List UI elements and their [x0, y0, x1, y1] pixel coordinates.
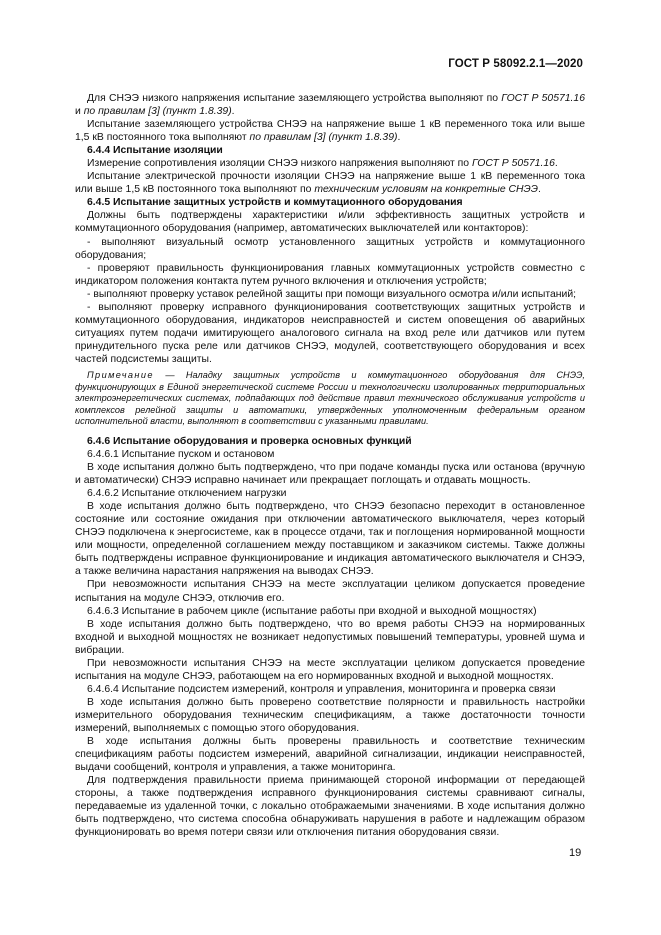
- paragraph: [75, 262, 585, 288]
- paragraph: [75, 92, 585, 118]
- section-heading: [75, 144, 585, 157]
- text-run: В ходе испытания должно быть подтверждено, что СНЭЭ безопасно переходит в остановленное состояние или состояние ожидания при отключении автоматического выключателя, через который СНЭЭ подключена к энергосистеме, как в процессе отдачи, так и поглощения нормированной мощности или мощности, определенной соглашением между поставщиком и заказчиком системы. Также должны быть подтверждены исправное функционирование и индикация автоматического выключателя и СНЭЭ, а также величина нарастания напряжения на выводах СНЭЭ.: [75, 501, 585, 578]
- text-run: В ходе испытания должно быть проверено соответствие полярности и правильность настройки измерительного оборудования техническим спецификациям, а также достаточности точности измерений, выполняемых с помощью этого оборудования.: [75, 696, 585, 734]
- paragraph: [75, 657, 585, 683]
- paragraph: [75, 578, 585, 604]
- text-run: Измерение сопротивления изоляции СНЭЭ низкого напряжения выполняют по: [87, 158, 472, 170]
- page-body: [75, 92, 585, 839]
- paragraph: [75, 209, 585, 235]
- text-run: - выполняют проверку уставок релейной защиты при помощи визуального осмотра и/или испытаний;: [87, 288, 577, 300]
- text-run: 6.4.4 Испытание изоляции: [87, 145, 223, 157]
- paragraph: [75, 487, 585, 500]
- page-number: 19: [569, 847, 582, 859]
- paragraph: [75, 236, 585, 262]
- document-header: ГОСТ Р 58092.2.1—2020: [448, 58, 583, 70]
- text-run: .: [231, 106, 235, 118]
- paragraph: [75, 461, 585, 487]
- paragraph: [75, 683, 585, 696]
- text-run: Испытание электрической прочности изоляции СНЭЭ на напряжение выше 1 кВ переменного тока или выше 1,5 кВ постоянного тока выполняют по: [75, 171, 585, 196]
- text-run: .: [554, 158, 558, 170]
- text-run: техническим условиям на конкретные СНЭЭ: [314, 184, 538, 196]
- paragraph: [75, 696, 585, 735]
- text-run: - выполняют проверку исправного функционирования соответствующих защитных устройств и коммутационного оборудования, индикаторов неисправностей и систем оповещения об аварийных ситуациях путем подачи имитирующего аналогового сигнала на вход реле или датчиков или путем принудительного пуска реле или датчиков СНЭЭ, модулей, соответствующего оборудования и всех частей подсистемы защиты.: [75, 301, 585, 365]
- text-run: В ходе испытания должно быть подтверждено, что во время работы СНЭЭ на нормированных входной и выходной мощностях не возникает недопустимых повышений температуры, уровней шума и вибрации.: [75, 618, 585, 656]
- note-paragraph: [75, 370, 585, 428]
- paragraph: [75, 618, 585, 657]
- text-run: ГОСТ Р 50571.16: [471, 158, 555, 170]
- text-run: В ходе испытания должно быть подтверждено, что при подаче команды пуска или останова (вручную и автоматически) СНЭЭ исправно начинает или прекращает поглощать и отдавать мощность.: [75, 462, 585, 487]
- paragraph: [75, 157, 585, 170]
- note-label: Примечание: [87, 369, 154, 380]
- text-run: .: [537, 184, 541, 196]
- paragraph: [75, 605, 585, 618]
- paragraph: [75, 170, 585, 196]
- text-run: - проверяют правильность функционирования главных коммутационных устройств совместно с индикатором положения контакта путем ручного включения и отключения устройств;: [75, 262, 585, 287]
- text-run: - выполняют визуальный осмотр установленного защитных устройств и коммутационного оборудования;: [75, 236, 585, 261]
- text-run: 6.4.6 Испытание оборудования и проверка основных функций: [87, 435, 412, 447]
- text-run: 6.4.6.4 Испытание подсистем измерений, контроля и управления, мониторинга и проверка связи: [87, 683, 556, 695]
- paragraph: [75, 288, 585, 301]
- text-run: .: [397, 132, 401, 144]
- text-run: Должны быть подтверждены характеристики и/или эффективность защитных устройств и коммутационного оборудования (например, автоматических выключателей или контакторов):: [75, 210, 585, 235]
- text-run: 6.4.5 Испытание защитных устройств и коммутационного оборудования: [87, 197, 463, 209]
- text-run: Для подтверждения правильности приема принимающей стороной информации от передающей стороны, а также подтверждения исправного функционирования системы сравнивают сигналы, передаваемые из удаленной точки, с локально отображаемыми значениями. В ходе испытания должно быть подтверждено, что система способна обнаруживать нарушения в работе и надлежащим образом функционировать во время потери связи или отключения питания оборудования связи.: [75, 775, 585, 839]
- paragraph: [75, 118, 585, 144]
- text-run: — Наладку защитных устройств и коммутационного оборудования для СНЭЭ, функционирующих в Единой энергетической системе России и технологически изолированных территориальных электроэнергетических системах, подпадающих под действие правил технического обслуживания устройств и комплексов релейной защиты и автоматики, утвержденных уполномоченным федеральным органом исполнительной власти, выполняют в соответствии с указанными правилами.: [75, 369, 585, 427]
- text-run: Испытание заземляющего устройства СНЭЭ на напряжение выше 1 кВ переменного тока или выше 1,5 кВ постоянного тока выполняют: [75, 119, 585, 144]
- paragraph: [75, 500, 585, 578]
- text-run: по правилам [3] (пункт 1.8.39): [249, 132, 398, 144]
- text-run: Для СНЭЭ низкого напряжения испытание заземляющего устройства выполняют по: [87, 93, 502, 104]
- text-run: ГОСТ Р 50571.16: [501, 93, 585, 104]
- text-run: При невозможности испытания СНЭЭ на месте эксплуатации целиком допускается проведение испытания на модуле СНЭЭ, отключив его.: [75, 579, 585, 604]
- paragraph: [75, 448, 585, 461]
- text-run: В ходе испытания должны быть проверены правильность и соответствие техническим спецификациям работы подсистем измерений, аварийной сигнализации, индикации неисправностей, выдачи сообщений, контроля и управления, а также мониторинга.: [75, 736, 585, 774]
- text-run: 6.4.6.1 Испытание пуском и остановом: [87, 449, 275, 460]
- section-heading: [75, 196, 585, 209]
- paragraph: [75, 774, 585, 839]
- text-run: При невозможности испытания СНЭЭ на месте эксплуатации целиком допускается проведение испытания на модуле СНЭЭ, работающем на его нормированных входной и выходной мощностях.: [75, 657, 585, 682]
- paragraph: [75, 301, 585, 366]
- paragraph: [75, 735, 585, 774]
- section-heading: [75, 435, 585, 448]
- text-run: и: [75, 106, 84, 118]
- text-run: 6.4.6.2 Испытание отключением нагрузки: [87, 488, 287, 500]
- text-run: по правилам [3] (пункт 1.8.39): [83, 106, 232, 118]
- text-run: 6.4.6.3 Испытание в рабочем цикле (испытание работы при входной и выходной мощностях): [87, 605, 537, 617]
